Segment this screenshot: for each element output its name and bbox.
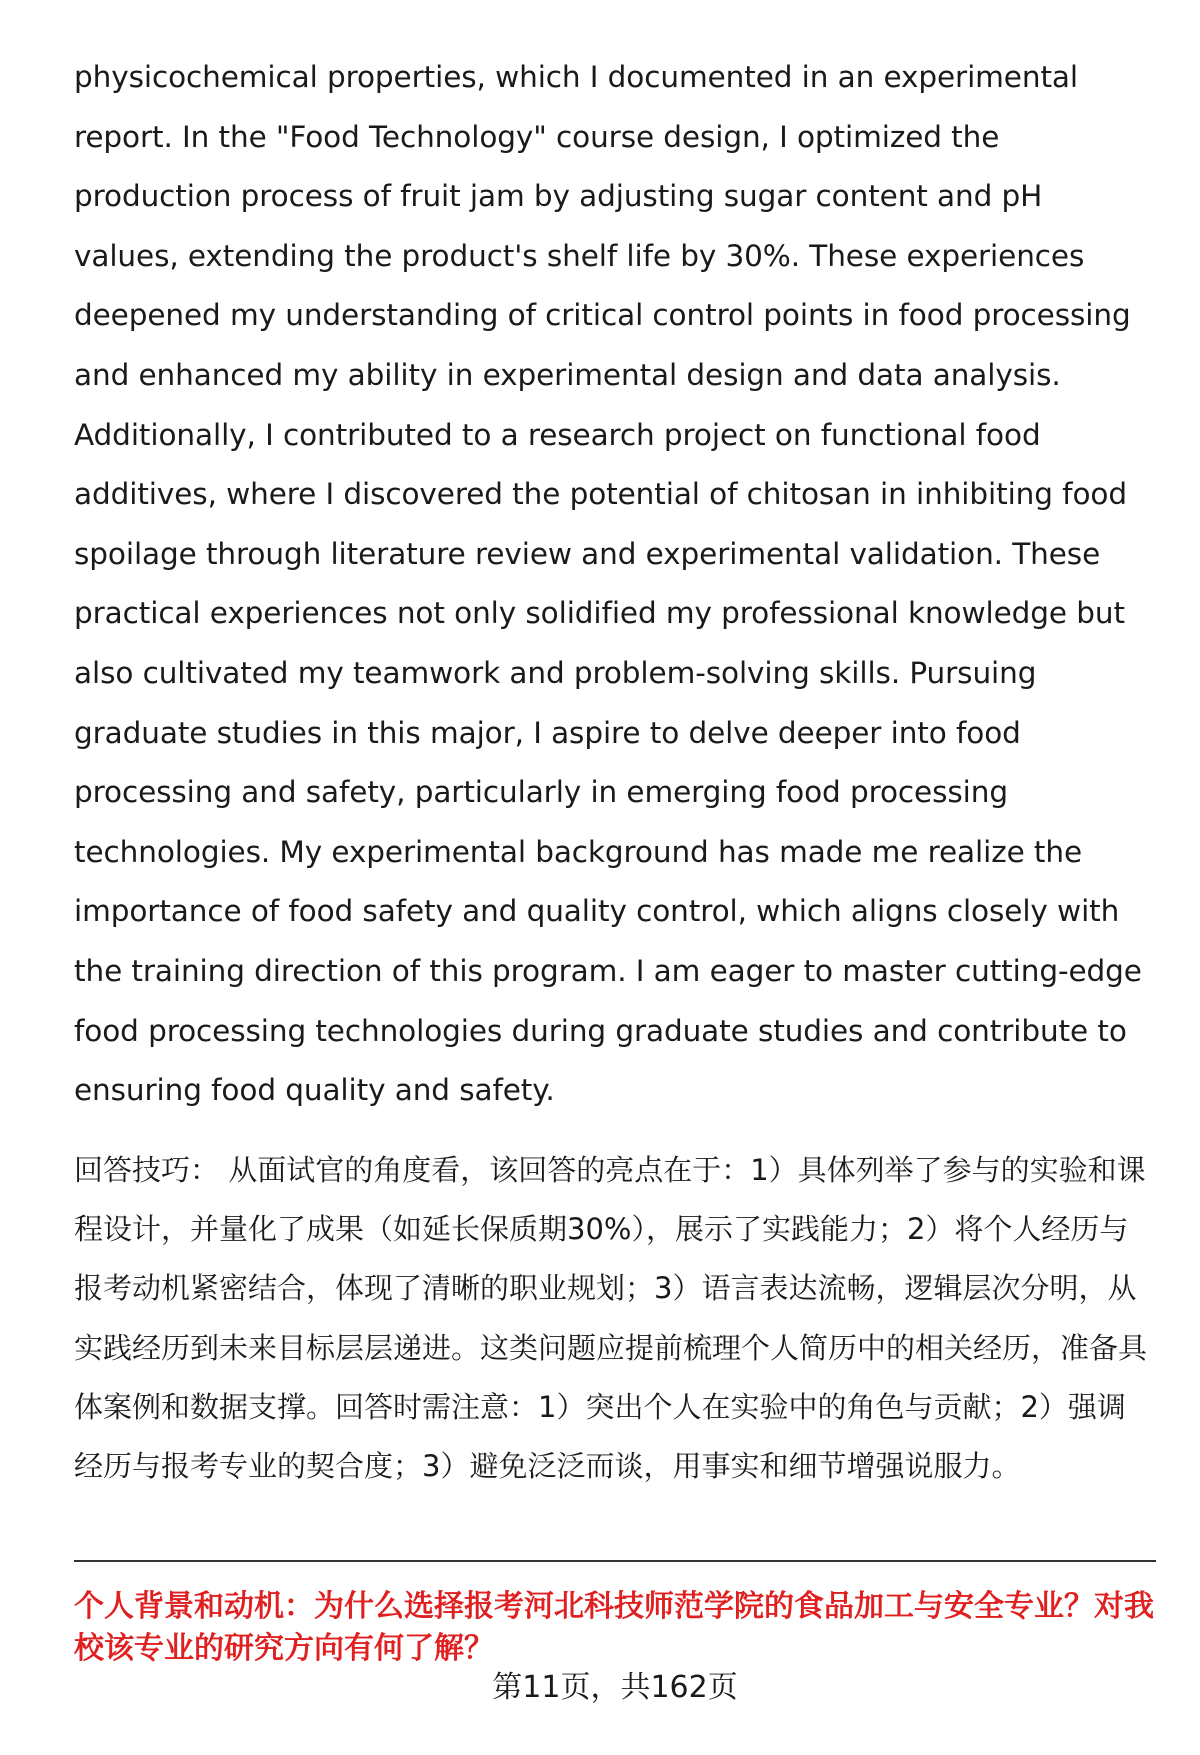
answer-paragraph: physicochemical properties, which I documented in an experimental report. In the "Food Technology" course design, I optimized the production process of fruit jam by adjusting sugar content and pH values, extending the product's shelf life by 30%. These experiences deepened my understanding of critical control points in food processing and enhanced my ability in experimental design and data analysis. Additionally, I contributed to a research project on functional food additives, where I discovered the potential of chitosan in inhibiting food spoilage through literature review and experimental validation. These practical experiences not only solidified my professional knowledge but also cultivated my teamwork and problem-solving skills. Pursuing graduate studies in this major, I aspire to delve deeper into food processing and safety, particularly in emerging food processing technologies. My experimental background has made me realize the importance of food safety and quality control, which aligns closely with the training direction of this program. I am eager to master cutting-edge food processing technologies during graduate studies and contribute to ensuring food quality and safety.	[74, 60, 1142, 1108]
tips-label: 回答技巧：	[74, 1152, 220, 1187]
page-number: 第11页，共162页	[492, 1670, 738, 1705]
document-body	[74, 48, 1154, 1496]
answer-tips	[74, 1141, 1154, 1497]
tips-text: 从面试官的角度看，该回答的亮点在于：1）具体列举了参与的实验和课程设计，并量化了成果（如延长保质期30%），展示了实践能力；2）将个人经历与报考动机紧密结合，体现了清晰的职业规划；3）语言表达流畅，逻辑层次分明，从实践经历到未来目标层层递进。这类问题应提前梳理个人简历中的相关经历，准备具体案例和数据支撑。回答时需注意：1）突出个人在实验中的角色与贡献；2）强调经历与报考专业的契合度；3）避免泛泛而谈，用事实和细节增强说服力。	[74, 1152, 1148, 1484]
section-divider	[74, 1560, 1156, 1562]
next-question-heading: 个人背景和动机：为什么选择报考河北科技师范学院的食品加工与安全专业？对我校该专业的研究方向有何了解？	[74, 1589, 1154, 1666]
